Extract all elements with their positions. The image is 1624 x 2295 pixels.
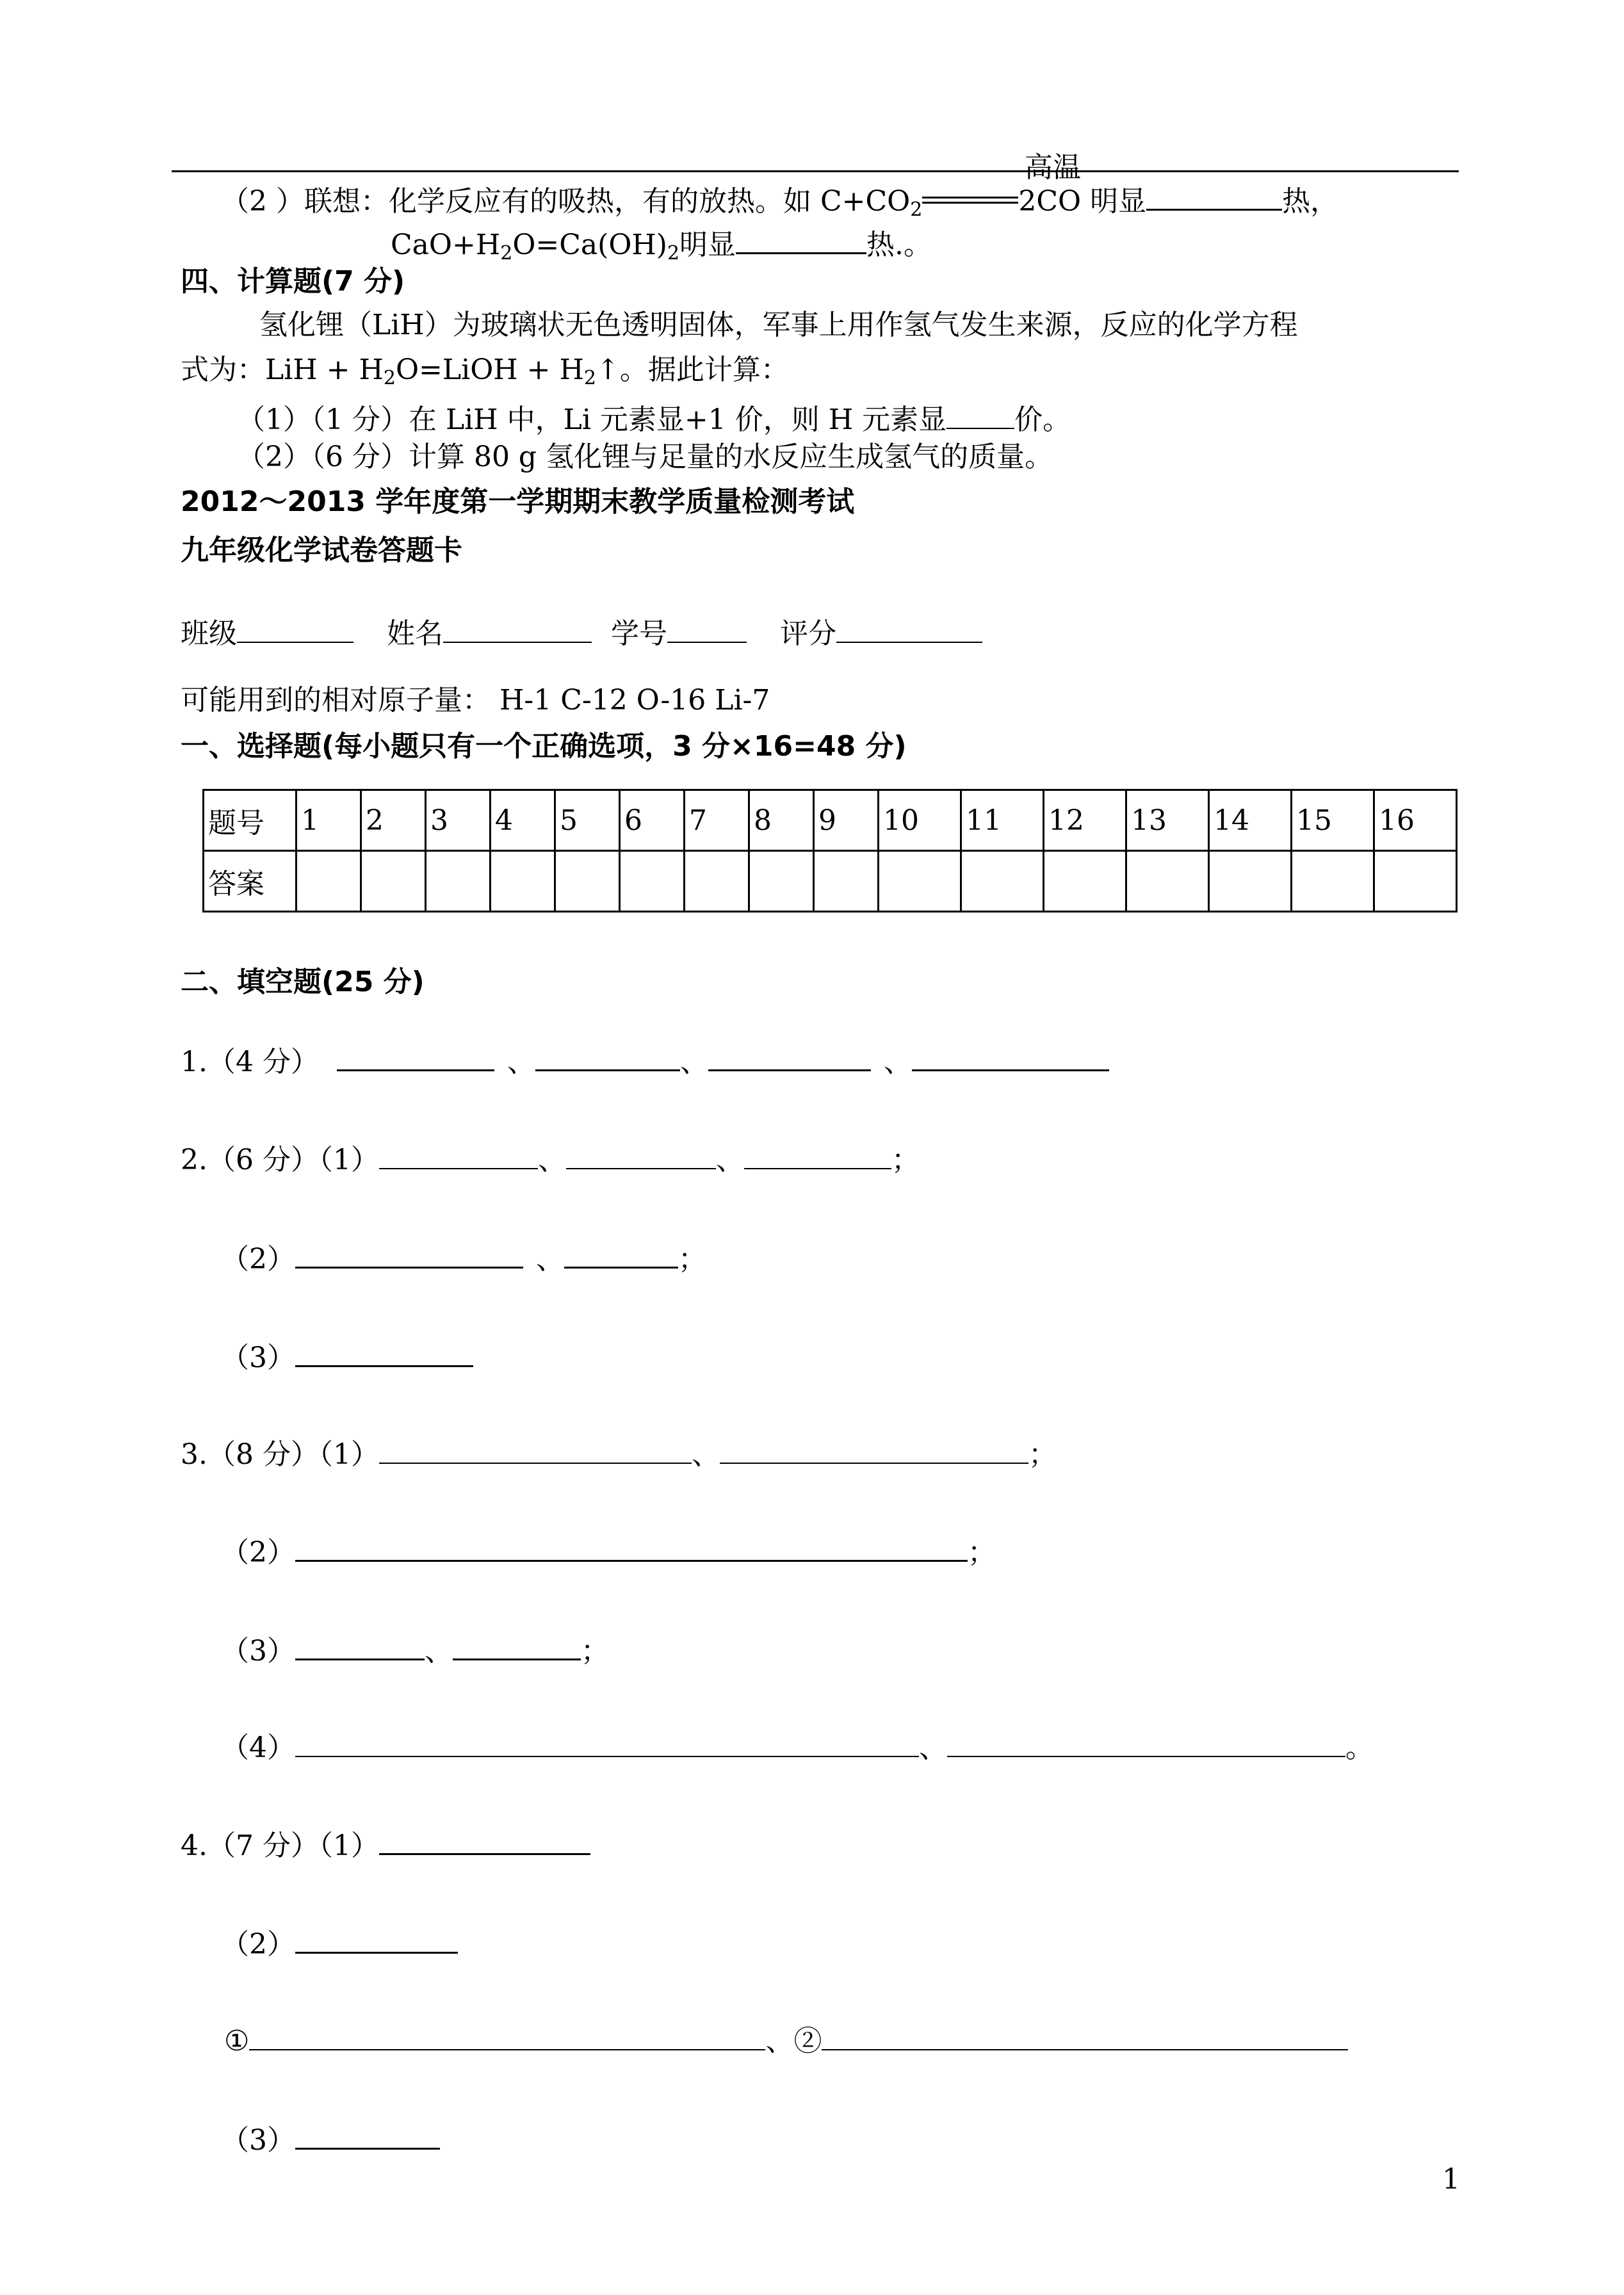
- part3-item2-after: 2CO 明显: [1018, 185, 1147, 218]
- answer-card-title: 九年级化学试卷答题卡: [181, 534, 462, 567]
- q-number: 8: [749, 790, 814, 851]
- fill-q4-2: [221, 1924, 458, 1959]
- section4-heading: 四、计算题(7 分): [181, 265, 405, 298]
- blank-q1-a[interactable]: [337, 1041, 494, 1071]
- name-label: 姓名: [387, 617, 443, 650]
- blank-q2-1b[interactable]: [566, 1140, 716, 1169]
- fill-q2-3: [221, 1337, 473, 1372]
- answer-cell[interactable]: [1044, 851, 1126, 912]
- sep: 、: [919, 1731, 947, 1764]
- obvious-text: 明显: [679, 229, 736, 261]
- fill-q3-4: [221, 1728, 1374, 1762]
- blank-q2-1a[interactable]: [379, 1140, 538, 1169]
- exam-title: 2012～2013 学年度第一学期期末教学质量检测考试: [181, 485, 855, 518]
- q-number: 2: [361, 790, 426, 851]
- q3-3-label: （3）: [221, 1635, 295, 1667]
- id-label: 学号: [611, 617, 667, 650]
- blank-heat-1[interactable]: [1146, 181, 1282, 211]
- q-number: 16: [1374, 790, 1457, 851]
- q-number: 14: [1209, 790, 1292, 851]
- section1-heading: 一、选择题(每小题只有一个正确选项，3 分×16=48 分): [181, 730, 907, 763]
- blank-valence[interactable]: [946, 400, 1014, 429]
- q1-text: （1）（1 分）在 LiH 中，Li 元素显+1 价，则 H 元素显: [237, 403, 947, 436]
- answer-cell[interactable]: [555, 851, 620, 912]
- equation-sub-1: 2: [383, 367, 396, 389]
- sep: 、: [691, 1438, 720, 1471]
- sep: 、: [537, 1144, 566, 1176]
- part3-item2-prefix: （2 ）联想：化学反应有的吸热，有的放热。如 C+CO: [221, 185, 911, 218]
- answer-cell[interactable]: [1292, 851, 1374, 912]
- answer-table: [202, 789, 1458, 912]
- q-number: 4: [491, 790, 555, 851]
- blank-q1-b[interactable]: [535, 1041, 680, 1071]
- score-label: 评分: [780, 617, 836, 650]
- q-number: 6: [620, 790, 685, 851]
- reaction-condition: 高温: [1025, 151, 1081, 184]
- blank-q2-3[interactable]: [295, 1337, 473, 1367]
- number-row: [204, 790, 1457, 851]
- blank-q2-2a[interactable]: [295, 1238, 523, 1269]
- blank-q2-2b[interactable]: [564, 1238, 678, 1269]
- sep: 、: [679, 1046, 708, 1078]
- fill-q4-3: [221, 2120, 440, 2155]
- q-number: 15: [1292, 790, 1374, 851]
- fill-q3-3: [221, 1630, 609, 1666]
- sep: 、: [715, 1144, 744, 1176]
- sep: 、: [765, 2025, 794, 2057]
- answer-cell[interactable]: [1209, 851, 1292, 912]
- answer-cell[interactable]: [879, 851, 961, 912]
- class-label: 班级: [181, 617, 237, 650]
- answer-cell[interactable]: [491, 851, 555, 912]
- blank-q3-4a[interactable]: [295, 1728, 919, 1757]
- blank-q3-1a[interactable]: [379, 1434, 692, 1464]
- fill-q4-circles: [224, 2021, 1348, 2056]
- equation-part-b: O=LiOH + H: [395, 353, 584, 386]
- blank-q1-d[interactable]: [912, 1041, 1109, 1071]
- h2-subscript: 2: [500, 242, 513, 264]
- q3-label: 3.（8 分）（1）: [181, 1438, 379, 1471]
- page-number: 1: [1442, 2163, 1460, 2196]
- q-number: 7: [685, 790, 749, 851]
- semicolon: ；: [1028, 1438, 1057, 1471]
- q-number: 1: [296, 790, 361, 851]
- q4-label: 4.（7 分）（1）: [181, 1829, 379, 1862]
- q-number: 9: [814, 790, 879, 851]
- q4-3-label: （3）: [221, 2124, 295, 2157]
- sep: 、: [507, 1046, 535, 1078]
- q3-2-label: （2）: [221, 1536, 295, 1569]
- oh2-subscript: 2: [667, 242, 680, 264]
- row-label-answer: 答案: [204, 851, 296, 912]
- q2-label: 2.（6 分）（1）: [181, 1144, 379, 1176]
- section4-q1: [237, 400, 1071, 434]
- q4-2-label: （2）: [221, 1928, 295, 1961]
- answer-cell[interactable]: [749, 851, 814, 912]
- fill-q2-2: [221, 1238, 706, 1274]
- equation-part-a: 式为：LiH + H: [181, 353, 384, 386]
- q-number: 5: [555, 790, 620, 851]
- score-field[interactable]: [836, 613, 982, 643]
- answer-cell[interactable]: [814, 851, 879, 912]
- answer-cell[interactable]: [685, 851, 749, 912]
- answer-cell[interactable]: [1126, 851, 1209, 912]
- part3-item2-line1: [221, 181, 1339, 221]
- section2-heading: 二、填空题(25 分): [181, 966, 425, 998]
- section4-para2: [181, 353, 789, 389]
- atomic-masses: 可能用到的相对原子量： H-1 C-12 O-16 Li-7: [181, 684, 770, 717]
- blank-q1-c[interactable]: [708, 1041, 871, 1071]
- blank-q3-2[interactable]: [295, 1532, 968, 1562]
- fill-q4: [181, 1825, 590, 1860]
- part3-item2-suffix: 热，: [1282, 185, 1339, 218]
- sep: 、: [425, 1635, 453, 1667]
- q1-suffix: 价。: [1014, 403, 1071, 436]
- fill-q1: [181, 1041, 1109, 1076]
- blank-q4-c2[interactable]: [822, 2021, 1348, 2050]
- q-number: 11: [961, 790, 1044, 851]
- semicolon: ；: [891, 1144, 920, 1176]
- blank-q3-1b[interactable]: [720, 1434, 1028, 1464]
- answer-cell[interactable]: [961, 851, 1044, 912]
- blank-q2-1c[interactable]: [744, 1140, 891, 1169]
- cao-text: CaO+H: [391, 229, 501, 261]
- blank-q4-2[interactable]: [295, 1924, 458, 1954]
- q3-4-label: （4）: [221, 1731, 295, 1764]
- header-rule: [172, 170, 1459, 172]
- section4-para1: 氢化锂（LiH）为玻璃状无色透明固体，军事上用作氢气发生来源，反应的化学方程: [259, 309, 1298, 341]
- sep: 、: [883, 1046, 912, 1078]
- fill-q3-2: [221, 1532, 996, 1567]
- fill-q3: [181, 1434, 1057, 1469]
- q1-label: 1.（4 分）: [181, 1046, 319, 1078]
- blank-q4-3[interactable]: [295, 2120, 440, 2150]
- equals-bar: [922, 182, 1018, 211]
- fill-q2: [181, 1140, 920, 1174]
- blank-q4-c1[interactable]: [249, 2021, 765, 2050]
- heat-suffix: 热.。: [866, 229, 932, 261]
- answer-row: [204, 851, 1457, 912]
- answer-cell[interactable]: [1374, 851, 1457, 912]
- semicolon: ；: [581, 1635, 609, 1667]
- id-field[interactable]: [667, 613, 747, 643]
- name-field[interactable]: [443, 613, 592, 643]
- period: 。: [1345, 1731, 1374, 1764]
- blank-q3-3a[interactable]: [295, 1630, 425, 1660]
- q2-2-label: （2）: [221, 1243, 295, 1276]
- q-number: 12: [1044, 790, 1126, 851]
- circle-one: ①: [224, 2025, 250, 2057]
- answer-cell[interactable]: [296, 851, 361, 912]
- q-number: 13: [1126, 790, 1209, 851]
- co2-subscript: 2: [910, 199, 923, 221]
- blank-heat-2[interactable]: [736, 224, 866, 254]
- blank-q3-4b[interactable]: [947, 1728, 1345, 1757]
- q-number: 10: [879, 790, 961, 851]
- equation-part-c: ↑。据此计算：: [596, 353, 789, 386]
- row-label-number: 题号: [204, 790, 296, 851]
- blank-q3-3b[interactable]: [453, 1630, 581, 1660]
- answer-cell[interactable]: [361, 851, 426, 912]
- answer-cell[interactable]: [620, 851, 685, 912]
- equation-sub-2: 2: [583, 367, 596, 389]
- sep: 、: [536, 1243, 564, 1276]
- part3-item2-line2: [391, 224, 932, 264]
- q2-3-label: （3）: [221, 1342, 295, 1374]
- semicolon: ；: [678, 1243, 706, 1276]
- answer-cell[interactable]: [426, 851, 491, 912]
- info-line: [181, 613, 982, 648]
- caoh-text: O=Ca(OH): [512, 229, 667, 261]
- circle-two: ②: [793, 2025, 822, 2057]
- section4-q2: （2）（6 分）计算 80 g 氢化锂与足量的水反应生成氢气的质量。: [237, 441, 1053, 473]
- class-field[interactable]: [237, 613, 353, 643]
- semicolon: ；: [968, 1536, 996, 1569]
- blank-q4-1[interactable]: [379, 1825, 590, 1855]
- q-number: 3: [426, 790, 491, 851]
